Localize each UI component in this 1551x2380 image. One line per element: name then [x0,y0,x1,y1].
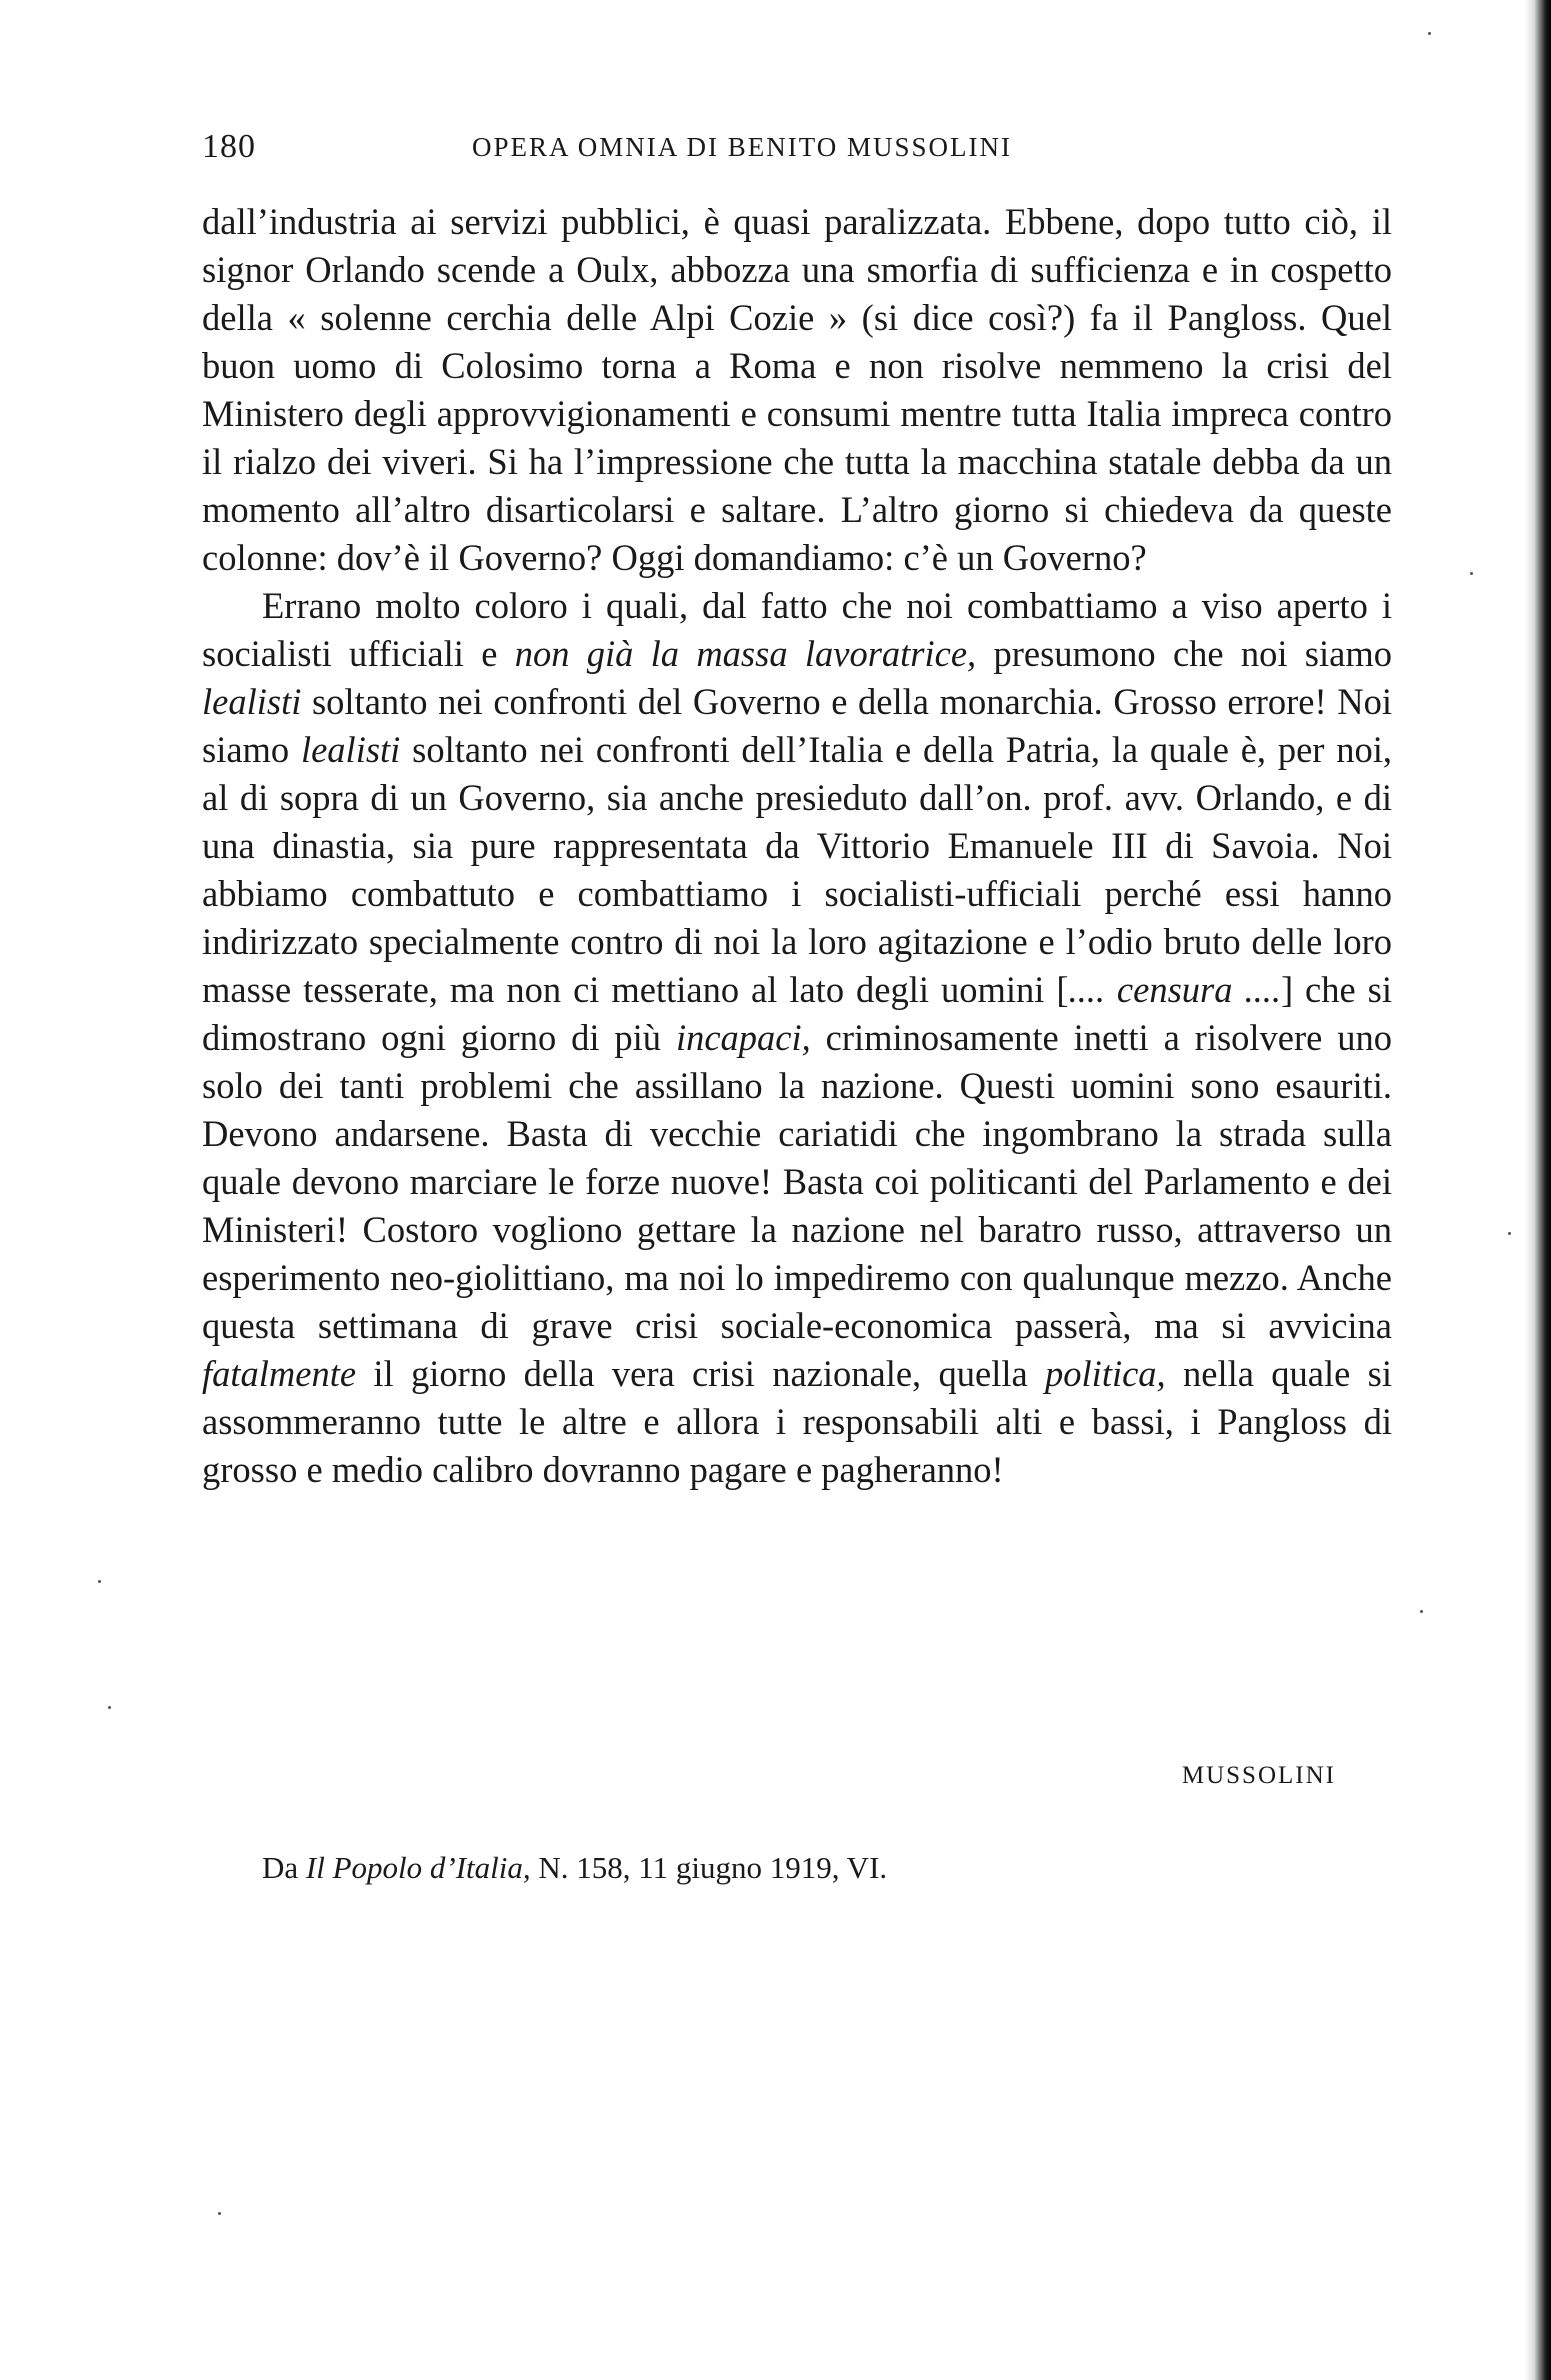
source-prefix: Da [262,1850,306,1885]
running-head: OPERA OMNIA DI BENITO MUSSOLINI [472,132,1013,162]
text-segment: criminosamente inetti a risolvere uno solo dei tanti problemi che assillano la nazione. Questi uomini sono esauriti. Devono andarsene. Basta di vecchie cariatidi che ingombrano la strada sulla quale devono marciare le forze nuove! Basta coi politicanti del Parlamento e dei Ministeri! Costoro vogliono gettare la nazione nel baratro russo, attraverso un esperimento neo-giolittiano, ma noi lo impediremo con qualunque mezzo. Anche questa settimana di grave crisi sociale-economica passerà, ma si avvicina [202,1017,1393,1346]
italic-segment: incapaci, [675,1017,811,1058]
scan-speck [1420,1610,1423,1613]
publication-title: Il Popolo d’Italia, [305,1850,531,1885]
text-segment: soltanto nei confronti dell’Italia e della Patria, la quale è, per noi, al di sopra di un Governo, sia anche presieduto dall’on. prof. avv. Orlando, e di una dinastia, sia pure rappresentata da Vittorio Emanuele III di Savoia. Noi abbiamo combattuto e combattiamo i socialisti-ufficiali perché essi hanno indirizzato specialmente contro di noi la loro agitazione e l’odio bruto delle loro masse tesserate, ma non ci mettiano al lato degli uomini [ [202,729,1392,1010]
text-segment: soltanto nei confronti del Governo e della monarchia. Grosso errore! Noi siamo [202,681,1392,770]
italic-segment: fatalmente [202,1353,357,1394]
source-citation [262,1850,887,1886]
article-body [202,198,1392,1494]
text-segment: dall’industria ai servizi pubblici, è quasi paralizzata. Ebbene, dopo tutto ciò, il signor Orlando scende a Oulx, abbozza una smorfia di sufficienza e in cospetto della « solenne cerchia delle Alpi Cozie » (si dice così?) fa il Pangloss. Quel buon uomo di Colosimo torna a Roma e non risolve nemmeno la crisi del Ministero degli approvvigionamenti e consumi mentre tutta Italia impreca contro il rialzo dei viveri. Si ha l’impressione che tutta la macchina statale debba da un momento all’altro disarticolarsi e saltare. L’altro giorno si chiedeva da queste colonne: dov’è il Governo? Oggi domandiamo: c’è un Governo? [202,201,1392,578]
page-header [202,128,1342,172]
text-segment: Errano molto coloro i quali, dal fatto che noi combattiamo a viso aperto i socialisti ufficiali e [202,585,1392,674]
signature: MUSSOLINI [1181,1762,1336,1789]
text-segment: presumono che noi siamo [976,633,1392,674]
paragraph [202,582,1392,1494]
page-edge-shadow [1525,0,1551,2380]
page-number: 180 [202,128,256,165]
italic-segment: non già la massa lavoratrice, [514,633,977,674]
text-segment: il giorno della vera crisi nazionale, quella [356,1353,1046,1394]
text-segment: ] che si dimostrano ogni giorno di più [202,969,1392,1058]
paragraph [202,198,1392,582]
italic-segment: lealisti [300,729,401,770]
scan-speck [1428,32,1431,35]
scan-speck [218,2212,221,2215]
italic-segment: politica, [1045,1353,1166,1394]
italic-segment: lealisti [202,681,302,722]
source-details: N. 158, 11 giugno 1919, VI. [530,1850,888,1885]
scan-speck [108,1706,111,1709]
italic-segment: .... censura .... [1068,969,1281,1010]
scan-speck [1508,1232,1511,1235]
text-segment: nella quale si assommeranno tutte le altre e allora i responsabili alti e bassi, i Pangloss di grosso e medio calibro dovranno pagare e pagheranno! [202,1353,1392,1490]
scan-speck [1470,572,1473,575]
scan-speck [98,1580,101,1583]
